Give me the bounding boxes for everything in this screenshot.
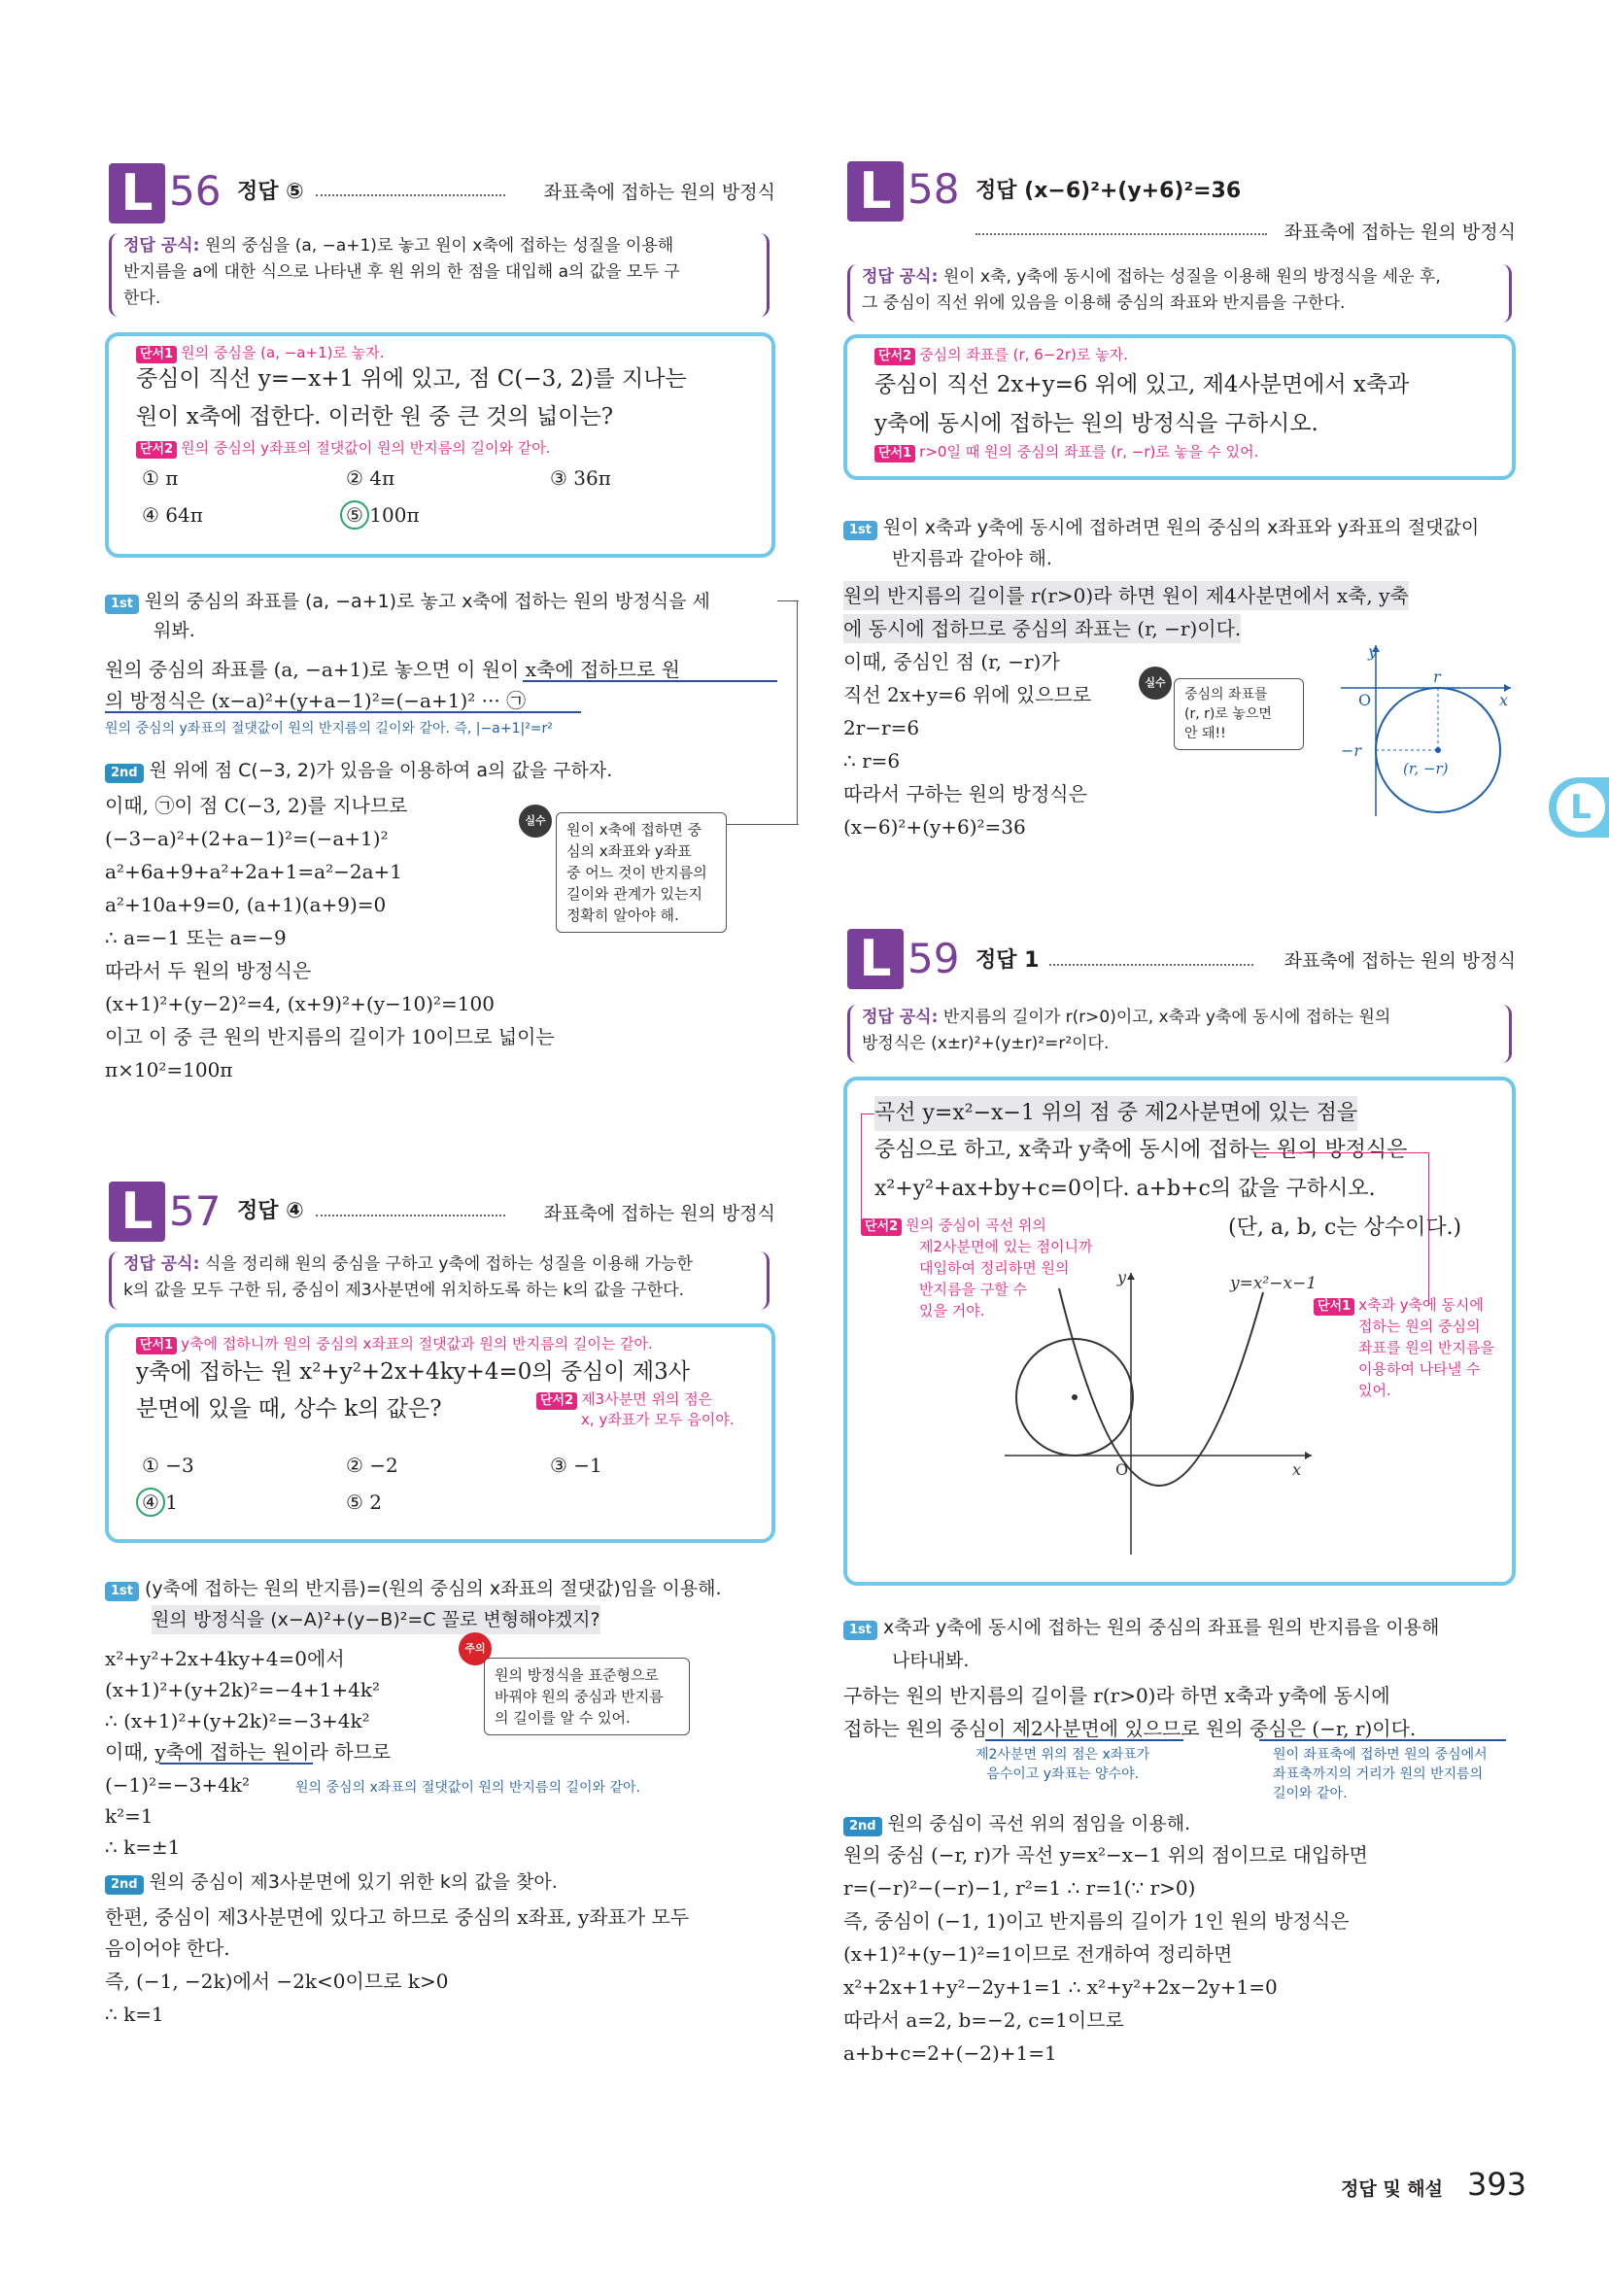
step-2: 2nd 원 위에 점 C(−3, 2)가 있음을 이용하여 a의 값을 구하자. (105, 756, 612, 785)
answer: 정답 1 (976, 948, 1040, 973)
choice[interactable]: ② 4π (346, 466, 395, 490)
formula-line: 원의 중심을 (a, −a+1)로 놓고 원이 x축에 접하는 성질을 이용해 (204, 236, 674, 256)
callout: 원의 방정식을 표준형으로 바꿔야 원의 중심과 반지름 의 길이를 알 수 있어. (484, 1658, 690, 1735)
solution-line: 이때, 중심인 점 (r, −r)가 (843, 650, 1060, 673)
solution-line: x²+y²+2x+4ky+4=0에서 (105, 1647, 345, 1670)
svg-text:(r, −r): (r, −r) (1403, 760, 1449, 777)
step-1-cont: 반지름과 같아야 해. (892, 548, 1052, 569)
svg-text:x: x (1499, 691, 1509, 709)
solution-line: (x+1)²+(y+2k)²=−4+1+4k² (105, 1678, 381, 1701)
solution-line: 원의 중심의 좌표를 (a, −a+1)로 놓으면 이 원이 x축에 접하므로 원 (105, 658, 680, 681)
solution-line: 음이어야 한다. (105, 1936, 230, 1960)
note: 원이 좌표축에 접하면 원의 중심에서 좌표축까지의 거리가 원의 반지름의 길이와 같아. (1273, 1747, 1488, 1801)
svg-text:x: x (1292, 1460, 1302, 1479)
solution-line: ∴ r=6 (843, 749, 901, 772)
solution-line: (−3−a)²+(2+a−1)²=(−a+1)² (105, 827, 389, 850)
step-1-cont: 원의 방정식을 (x−A)²+(y−B)²=C 꼴로 변형해야겠지? (152, 1605, 600, 1634)
step-1-cont: 워봐. (154, 620, 195, 641)
choice-correct[interactable]: ⑤ 100π (346, 503, 420, 527)
svg-text:y: y (1368, 642, 1378, 661)
problem-number: 59 (907, 935, 960, 982)
hint: 단서2 원의 중심의 y좌표의 절댓값이 원의 반지름의 길이와 같아. (136, 437, 550, 459)
choice[interactable]: ② −2 (346, 1454, 398, 1477)
question-line: y축에 접하는 원 x²+y²+2x+4ky+4=0의 중심이 제3사 (136, 1359, 690, 1385)
step-1: 1st x축과 y축에 동시에 접하는 원의 중심의 좌표를 원의 반지름을 이용해 (843, 1613, 1439, 1642)
side-tab-letter: L (1557, 783, 1605, 832)
step-1: 1st 원의 중심의 좌표를 (a, −a+1)로 놓고 x축에 접하는 원의 방정식을 세 (105, 587, 710, 616)
solution-line: 원의 중심 (−r, r)가 곡선 y=x²−x−1 위의 점이므로 대입하면 (843, 1843, 1368, 1867)
solution-line: a+b+c=2+(−2)+1=1 (843, 2041, 1057, 2065)
svg-text:y: y (1117, 1268, 1127, 1286)
svg-text:y=x²−x−1: y=x²−x−1 (1230, 1274, 1318, 1293)
svg-text:r: r (1433, 668, 1441, 686)
mistake-icon: 실수 (519, 805, 552, 838)
solution-line: 2r−r=6 (843, 716, 920, 739)
solution-line: 즉, (−1, −2k)에서 −2k<0이므로 k>0 (105, 1970, 449, 1993)
choice-correct[interactable]: ④ 1 (142, 1491, 179, 1514)
question-line: 곡선 y=x²−x−1 위의 점 중 제2사분면에 있는 점을 (874, 1096, 1357, 1131)
solution-line: 따라서 구하는 원의 방정식은 (843, 782, 1087, 805)
solution-line: ∴ k=±1 (105, 1835, 181, 1859)
question-line: 원이 x축에 접한다. 이러한 원 중 큰 것의 넓이는? (136, 404, 614, 429)
problem-badge: L (847, 929, 904, 989)
solution-line: 따라서 두 원의 방정식은 (105, 959, 312, 982)
formula-box: 정답 공식: 원이 x축, y축에 동시에 접하는 성질을 이용해 원의 방정식을 세운 후, 그 중심이 직선 위에 있음을 이용해 중심의 좌표와 반지름을 구한다. (847, 264, 1512, 323)
answer: 정답 (x−6)²+(y+6)²=36 (976, 179, 1242, 203)
caution-icon: 주의 (459, 1632, 492, 1665)
solution-line: (x−6)²+(y+6)²=36 (843, 815, 1026, 839)
step-2: 2nd 원의 중심이 곡선 위의 점임을 이용해. (843, 1809, 1190, 1838)
topic: 좌표축에 접하는 원의 방정식 (543, 1203, 775, 1224)
page-number: 393 (1467, 2166, 1527, 2203)
solution-line: r=(−r)²−(−r)−1, r²=1 ∴ r=1(∵ r>0) (843, 1876, 1196, 1900)
hint: 단서1 r>0일 때 원의 중심의 좌표를 (r, −r)로 놓을 수 있어. (874, 441, 1258, 463)
solution-line: 구하는 원의 반지름의 길이를 r(r>0)라 하면 x축과 y축에 동시에 (843, 1684, 1390, 1707)
step-2: 2nd 원의 중심이 제3사분면에 있기 위한 k의 값을 찾아. (105, 1868, 558, 1897)
solution-line: 이때, y축에 접하는 원이라 하므로 (105, 1740, 392, 1764)
hint: 단서2 제3사분면 위의 점은 x, y좌표가 모두 음이야. (536, 1389, 735, 1429)
question-line: y축에 동시에 접하는 원의 방정식을 구하시오. (874, 411, 1318, 436)
hint: 단서1 원의 중심을 (a, −a+1)로 놓자. (136, 342, 384, 363)
problem-badge: L (109, 1182, 165, 1242)
solution-line: 이때, ㉠이 점 C(−3, 2)를 지나므로 (105, 794, 408, 817)
problem-number: 57 (169, 1187, 222, 1235)
solution-line: ∴ a=−1 또는 a=−9 (105, 926, 287, 949)
svg-text:O: O (1115, 1460, 1129, 1479)
formula-box: 정답 공식: 반지름의 길이가 r(r>0)이고, x축과 y축에 동시에 접하는 원의 방정식은 (x±r)²+(y±r)²=r²이다. (847, 1005, 1512, 1063)
solution-line: 접하는 원의 중심이 제2사분면에 있으므로 원의 중심은 (−r, r)이다. (843, 1717, 1417, 1740)
question-line: 중심이 직선 2x+y=6 위에 있고, 제4사분면에서 x축과 (874, 372, 1410, 397)
formula-box (109, 233, 770, 317)
solution-line: π×10²=100π (105, 1058, 233, 1081)
solution-line: 따라서 a=2, b=−2, c=1이므로 (843, 2008, 1124, 2032)
answer: 정답 ⑤ (237, 180, 304, 204)
step-1: 1st (y축에 접하는 원의 반지름)=(원의 중심의 x좌표의 절댓값)임을 이용해. (105, 1574, 722, 1603)
solution-line: (−1)²=−3+4k² (105, 1773, 250, 1797)
graph-58 (1341, 641, 1516, 816)
hint: 단서1 y축에 접하니까 원의 중심의 x좌표의 절댓값과 원의 반지름의 길이는 같아. (136, 1333, 653, 1354)
hint: 단서1 x축과 y축에 동시에 접하는 원의 중심의 좌표를 원의 반지름을 이용하여 나타낼 수 있어. (1314, 1294, 1494, 1401)
step-1: 1st 원이 x축과 y축에 동시에 접하려면 원의 중심의 x좌표와 y좌표의 절댓값이 (843, 513, 1479, 542)
callout: 원이 x축에 접하면 중 심의 x좌표와 y좌표 중 어느 것이 반지름의 길이와 관계가 있는지 정확히 알아야 해. (556, 812, 727, 933)
step-1-cont: 나타내봐. (892, 1650, 970, 1671)
solution-line: x²+2x+1+y²−2y+1=1 ∴ x²+y²+2x−2y+1=0 (843, 1975, 1278, 1999)
solution-line: 즉, 중심이 (−1, 1)이고 반지름의 길이가 1인 원의 방정식은 (843, 1909, 1350, 1933)
hint: 단서2 중심의 좌표를 (r, 6−2r)로 놓자. (874, 344, 1128, 365)
solution-line: 원의 반지름의 길이를 r(r>0)라 하면 원이 제4사분면에서 x축, y축 (843, 581, 1409, 610)
formula-box: 정답 공식: 식을 정리해 원의 중심을 구하고 y축에 접하는 성질을 이용해 가능한 k의 값을 모두 구한 뒤, 중심이 제3사분면에 위치하도록 하는 k의 값을 구한다. (109, 1251, 770, 1310)
choice[interactable]: ① π (142, 466, 179, 490)
choice[interactable]: ③ 36π (550, 466, 611, 490)
solution-line: 한편, 중심이 제3사분면에 있다고 하므로 중심의 x좌표, y좌표가 모두 (105, 1905, 690, 1929)
formula-line: 한다. (123, 289, 161, 308)
note: 제2사분면 위의 점은 x좌표가 음수이고 y좌표는 양수야. (976, 1747, 1150, 1782)
choice[interactable]: ① −3 (142, 1454, 194, 1477)
solution-line: ∴ (x+1)²+(y+2k)²=−3+4k² (105, 1709, 370, 1732)
question-line: (단, a, b, c는 상수이다.) (1228, 1216, 1462, 1240)
note: 원의 중심의 x좌표의 절댓값이 원의 반지름의 길이와 같아. (295, 1780, 640, 1796)
problem-number: 56 (169, 167, 222, 215)
question-line: 중심이 직선 y=−x+1 위에 있고, 점 C(−3, 2)를 지나는 (136, 366, 687, 392)
mistake-icon: 실수 (1139, 667, 1172, 700)
solution-line: a²+6a+9+a²+2a+1=a²−2a+1 (105, 860, 403, 883)
topic: 좌표축에 접하는 원의 방정식 (1284, 950, 1516, 972)
solution-line: (x+1)²+(y−2)²=4, (x+9)²+(y−10)²=100 (105, 992, 495, 1015)
topic: 좌표축에 접하는 원의 방정식 (1284, 222, 1516, 243)
solution-line: ∴ k=1 (105, 2003, 164, 2026)
formula-line: 반지름을 a에 대한 식으로 나타낸 후 원 위의 한 점을 대입해 a의 값을 모두 구 (123, 262, 680, 282)
svg-text:−r: −r (1341, 741, 1362, 760)
question-line: x²+y²+ax+by+c=0이다. a+b+c의 값을 구하시오. (874, 1177, 1376, 1201)
solution-line: (x+1)²+(y−1)²=1이므로 전개하여 정리하면 (843, 1942, 1233, 1966)
choice[interactable]: ④ 64π (142, 503, 203, 527)
problem-badge: L (109, 163, 165, 223)
formula-label: 정답 공식: (123, 236, 200, 256)
question-line: 중심으로 하고, x축과 y축에 동시에 접하는 원의 방정식은 (874, 1138, 1408, 1162)
solution-line: 에 동시에 접하므로 중심의 좌표는 (r, −r)이다. (843, 614, 1241, 643)
choice[interactable]: ⑤ 2 (346, 1491, 383, 1514)
hint: 단서2 원의 중심이 곡선 위의 제2사분면에 있는 점이니까 대입하여 정리하면 원의 반지름을 구할 수 있을 거야. (861, 1215, 1092, 1321)
svg-text:O: O (1358, 691, 1372, 709)
solution-line: k²=1 (105, 1804, 154, 1828)
solution-line: 의 방정식은 (x−a)²+(y+a−1)²=(−a+1)² ··· ㉠ (105, 689, 527, 712)
answer: 정답 ④ (237, 1199, 304, 1223)
footer-section: 정답 및 해설 (1341, 2178, 1443, 2200)
graph-59 (1001, 1263, 1321, 1555)
problem-number: 58 (907, 165, 960, 213)
topic: 좌표축에 접하는 원의 방정식 (543, 182, 775, 203)
note: 원의 중심의 y좌표의 절댓값이 원의 반지름의 길이와 같아. 즉, |−a+1|²=r² (105, 721, 553, 737)
choice[interactable]: ③ −1 (550, 1454, 602, 1477)
solution-line: a²+10a+9=0, (a+1)(a+9)=0 (105, 893, 387, 916)
callout: 중심의 좌표를 (r, r)로 놓으면 안 돼!! (1174, 678, 1304, 750)
solution-line: 직선 2x+y=6 위에 있으므로 (843, 683, 1092, 706)
question-line: 분면에 있을 때, 상수 k의 값은? (136, 1396, 442, 1422)
problem-badge: L (847, 161, 904, 222)
solution-line: 이고 이 중 큰 원의 반지름의 길이가 10이므로 넓이는 (105, 1025, 555, 1048)
